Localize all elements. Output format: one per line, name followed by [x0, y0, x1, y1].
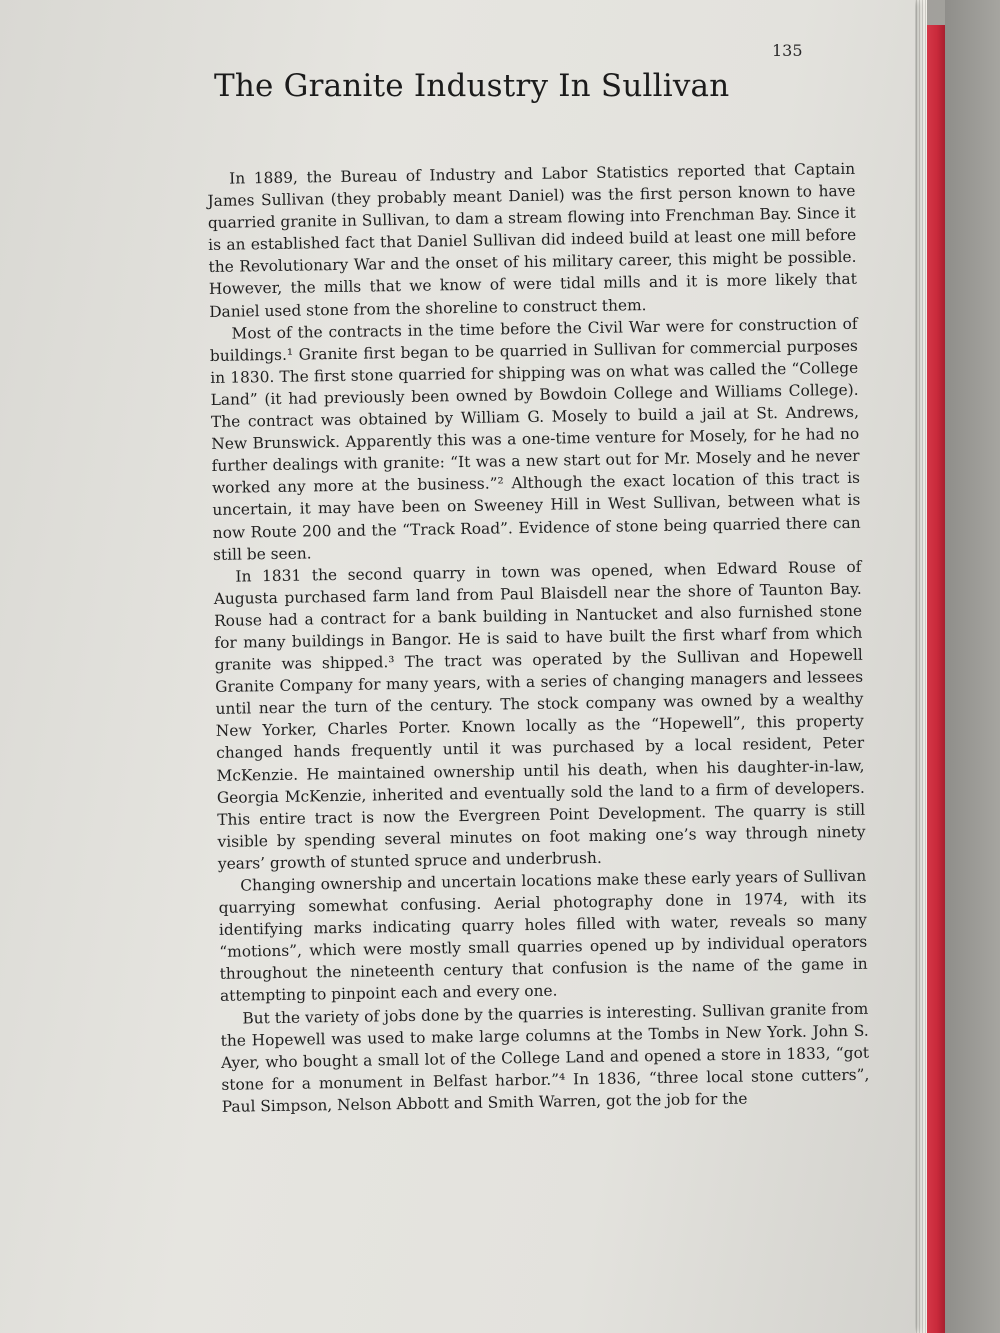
paragraph-1: In 1889, the Bureau of Industry and Labor Statistics reported that Captain James Sullivan (they probably meant Daniel) was the first person known to have quarried granite in Sullivan, to dam a stream flowing into Frenchman Bay. Since it is an established fact that Daniel Sullivan did indeed build at least one mill before the Revolutionary War and the onset of his military career, this might be possible. However, the mills that we know of were tidal mills and it is more likely that Daniel used stone from the shoreline to construct them. — [207, 159, 857, 321]
book-cover-red — [925, 25, 945, 1333]
body-text — [207, 158, 870, 1118]
paragraph-4: Changing ownership and uncertain locations make these early years of Sullivan quarrying somewhat confusing. Aerial photography done in 1974, with its identifying marks indicating quarry holes filled with water, reveals so many “motions”, which were mostly small quarries opened up by individual operators throughout the nineteenth century that confusion is the name of the game in attempting to pinpoint each and every one. — [218, 866, 868, 1006]
paragraph-2: Most of the contracts in the time before the Civil War were for construction of buildings.¹ Granite first began to be quarried in Sullivan for commercial purposes in 1830. The first stone quarried for shipping was on what was called the “College Land” (it had previously been owned by Bowdoin College and Williams College). The contract was obtained by William G. Mosely to build a jail at St. Andrews, New Brunswick. Apparently this was a one-time venture for Mosely, for he had no further dealings with granite: “It was a new start out for Mr. Mosely and he never worked any more at the business.”² Although the exact location of this tract is uncertain, it may have been on Sweeney Hill in West Sullivan, between what is now Route 200 and the “Track Road”. Evidence of stone being quarried there can still be seen. — [209, 314, 861, 564]
page-number: 135 — [772, 41, 803, 60]
background-surface — [945, 0, 1000, 1333]
paragraph-3: In 1831 the second quarry in town was opened, when Edward Rouse of Augusta purchased farm land from Paul Blaisdell near the shore of Taunton Bay. Rouse had a contract for a bank building in Nantucket and also furnished stone for many buildings in Bangor. He is said to have built the first wharf from which granite was shipped.³ The tract was operated by the Sullivan and Hopewell Granite Company for many years, with a series of changing managers and lessees until near the turn of the century. The stock company was owned by a wealthy New Yorker, Charles Porter. Known locally as the “Hopewell”, this property changed hands frequently until it was purchased by a local resident, Peter McKenzie. He maintained ownership until his death, when his daughter-in-law, Georgia McKenzie, inherited and eventually sold the land to a firm of developers. This entire tract is now the Evergreen Point Development. The quarry is still visible by spending several minutes on foot making one’s way through ninety years’ growth of stunted spruce and underbrush. — [213, 557, 866, 873]
paragraph-5: But the variety of jobs done by the quarries is interesting. Sullivan granite from the Hopewell was used to make large columns at the Tombs in New York. John S. Ayer, who bought a small lot of the College Land and opened a store in 1833, “got stone for a monument in Belfast harbor.”⁴ In 1836, “three local stone cutters”, Paul Simpson, Nelson Abbott and Smith Warren, got the job for the — [220, 999, 870, 1116]
chapter-title: The Granite Industry In Sullivan — [214, 68, 730, 104]
